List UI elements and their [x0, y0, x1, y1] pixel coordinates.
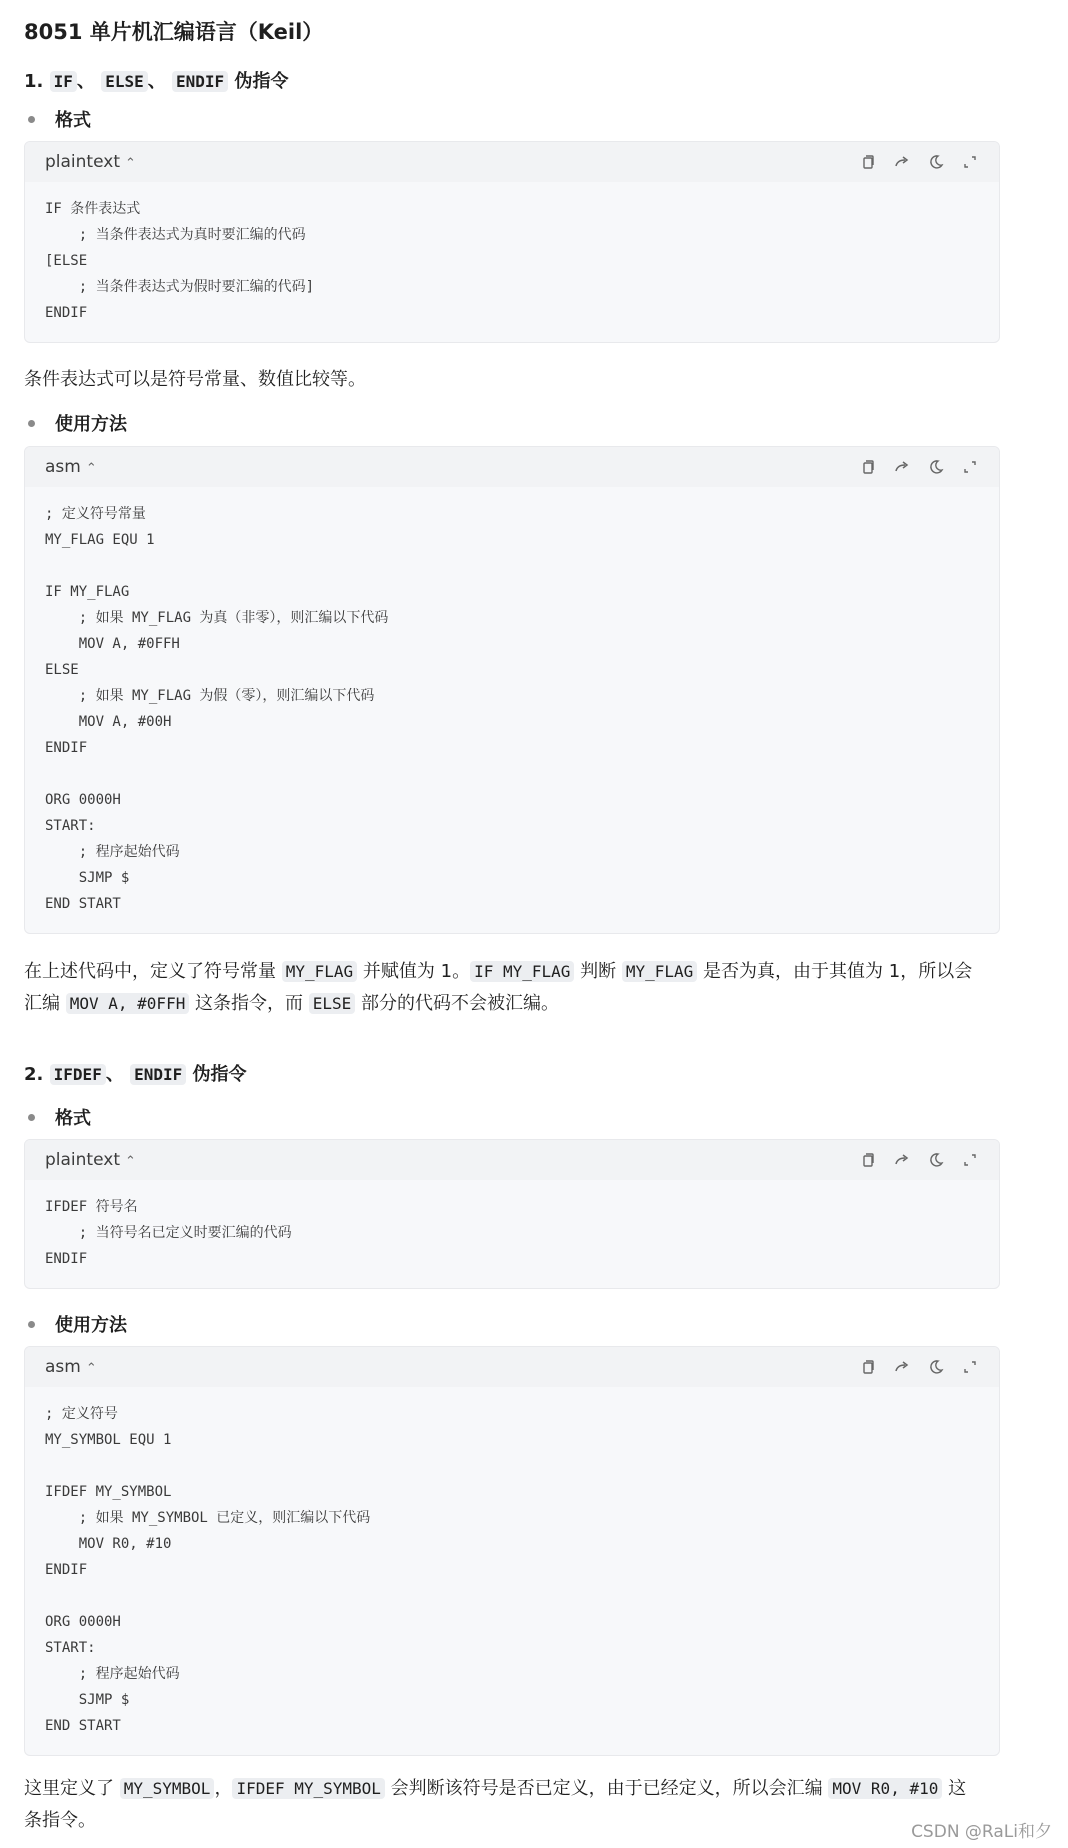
text: 这条指令。: [24, 1778, 967, 1831]
code-block-header: [25, 142, 999, 182]
bullet-dot: [28, 420, 35, 427]
text: 部分的代码不会被汇编。: [355, 993, 560, 1014]
separator: 、: [76, 71, 95, 92]
bullet-label: 使用方法: [55, 414, 127, 435]
share-icon[interactable]: [893, 458, 911, 476]
share-icon[interactable]: [893, 1151, 911, 1169]
copy-icon[interactable]: [859, 1151, 877, 1169]
theme-icon[interactable]: [927, 458, 945, 476]
code-content: IF 条件表达式 ; 当条件表达式为真时要汇编的代码 [ELSE ; 当条件表达式为假时要汇编的代码] ENDIF: [45, 201, 315, 321]
text: 并赋值为 1。: [357, 961, 471, 982]
code-block: [24, 141, 1000, 343]
language-label: asm: [45, 457, 81, 477]
inline-code: ELSE: [309, 993, 356, 1014]
bullet-label: 格式: [55, 1108, 91, 1129]
inline-code: MY_FLAG: [622, 961, 697, 982]
text: 会判断该符号是否已定义，由于已经定义，所以会汇编: [384, 1778, 829, 1799]
text: 是否为真，由于其值为 1，所以会汇编: [24, 961, 973, 1014]
language-toggle[interactable]: [45, 1357, 97, 1377]
theme-icon[interactable]: [927, 1358, 945, 1376]
code-block: [24, 1346, 1000, 1756]
bullet-usage: [28, 1313, 127, 1339]
code-toolbar: [859, 458, 979, 476]
expand-icon[interactable]: [961, 1358, 979, 1376]
share-icon[interactable]: [893, 153, 911, 171]
code-block: [24, 446, 1000, 934]
code-block-header: [25, 1140, 999, 1180]
inline-code: IF MY_FLAG: [470, 961, 574, 982]
chevron-up-icon: ⌃: [85, 1360, 97, 1376]
copy-icon[interactable]: [859, 458, 877, 476]
text: ，: [214, 1778, 233, 1799]
language-label: plaintext: [45, 1150, 120, 1170]
language-toggle[interactable]: [45, 457, 97, 477]
expand-icon[interactable]: [961, 1151, 979, 1169]
inline-code: ELSE: [101, 71, 148, 92]
section-1-heading: [24, 68, 288, 96]
heading-suffix: 伪指令: [234, 71, 289, 92]
page-title: 8051 单片机汇编语言（Keil）: [24, 20, 324, 44]
language-toggle[interactable]: [45, 152, 136, 172]
language-label: asm: [45, 1357, 81, 1377]
bullet-format: [28, 1106, 91, 1132]
heading-number: 2.: [24, 1064, 44, 1085]
theme-icon[interactable]: [927, 153, 945, 171]
code-block-header: [25, 1347, 999, 1387]
inline-code: IFDEF MY_SYMBOL: [232, 1778, 385, 1799]
inline-code: MY_FLAG: [282, 961, 357, 982]
code-content: IFDEF 符号名 ; 当符号名已定义时要汇编的代码 ENDIF: [45, 1199, 292, 1267]
inline-code: MOV R0, #10: [828, 1778, 942, 1799]
bullet-label: 格式: [55, 110, 91, 131]
watermark: CSDN @RaLi和夕: [911, 1822, 1052, 1842]
bullet-label: 使用方法: [55, 1315, 127, 1336]
bullet-dot: [28, 1321, 35, 1328]
inline-code: ENDIF: [130, 1064, 186, 1085]
heading-number: 1.: [24, 71, 44, 92]
usage-explanation: [24, 956, 984, 1020]
bullet-dot: [28, 116, 35, 123]
code-toolbar: [859, 1358, 979, 1376]
separator: 、: [105, 1064, 124, 1085]
inline-code: IFDEF: [50, 1064, 106, 1085]
copy-icon[interactable]: [859, 153, 877, 171]
section-2-heading: [24, 1061, 247, 1089]
usage-explanation: [24, 1773, 984, 1837]
heading-suffix: 伪指令: [192, 1064, 247, 1085]
code-block: [24, 1139, 1000, 1289]
bullet-dot: [28, 1114, 35, 1121]
copy-icon[interactable]: [859, 1358, 877, 1376]
text: 判断: [574, 961, 622, 982]
inline-code: IF: [50, 71, 77, 92]
expand-icon[interactable]: [961, 153, 979, 171]
inline-code: ENDIF: [172, 71, 228, 92]
text: 在上述代码中，定义了符号常量: [24, 961, 282, 982]
expand-icon[interactable]: [961, 458, 979, 476]
code-content: ; 定义符号常量 MY_FLAG EQU 1 IF MY_FLAG ; 如果 MY_FLAG 为真（非零），则汇编以下代码 MOV A, #0FFH ELSE ; 如果 MY_FLAG 为假（零），则汇编以下代码 MOV A, #00H ENDIF ORG 0000H START: ; 程序起始代码 SJMP $ END START: [45, 506, 389, 912]
chevron-up-icon: ⌃: [85, 460, 97, 476]
format-note: 条件表达式可以是符号常量、数值比较等。: [24, 369, 366, 390]
code-toolbar: [859, 153, 979, 171]
separator: 、: [147, 71, 166, 92]
code-toolbar: [859, 1151, 979, 1169]
text: 这里定义了: [24, 1778, 120, 1799]
bullet-usage: [28, 412, 127, 438]
code-block-header: [25, 447, 999, 487]
chevron-up-icon: ⌃: [124, 155, 136, 171]
theme-icon[interactable]: [927, 1151, 945, 1169]
share-icon[interactable]: [893, 1358, 911, 1376]
inline-code: MOV A, #0FFH: [66, 993, 190, 1014]
bullet-format: [28, 108, 91, 134]
text: 这条指令，而: [189, 993, 309, 1014]
inline-code: MY_SYMBOL: [120, 1778, 215, 1799]
code-content: ; 定义符号 MY_SYMBOL EQU 1 IFDEF MY_SYMBOL ; 如果 MY_SYMBOL 已定义，则汇编以下代码 MOV R0, #10 ENDIF ORG 0000H START: ; 程序起始代码 SJMP $ END START: [45, 1406, 371, 1734]
language-label: plaintext: [45, 152, 120, 172]
language-toggle[interactable]: [45, 1150, 136, 1170]
chevron-up-icon: ⌃: [124, 1153, 136, 1169]
